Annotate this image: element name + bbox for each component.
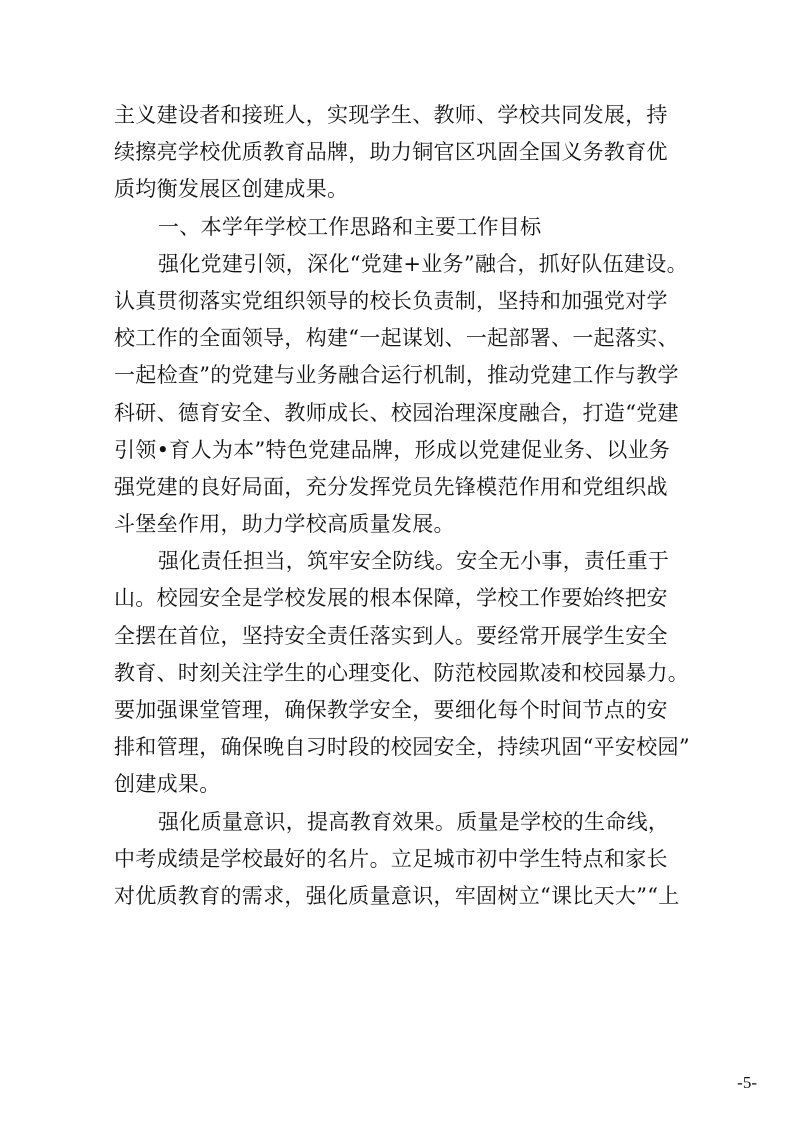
text-line: 排和管理，确保晚自习时段的校园安全，持续巩固“平安校园”: [114, 735, 690, 760]
page-number: -5-: [737, 1073, 757, 1092]
text-line: 一、本学年学校工作思路和主要工作目标: [158, 214, 542, 239]
text-line: 强化责任担当，筑牢安全防线。安全无小事，责任重于: [158, 549, 670, 574]
text-line: 山。校园安全是学校发展的根本保障，学校工作要始终把安: [114, 586, 668, 611]
text-line: 强化质量意识，提高教育效果。质量是学校的生命线，: [158, 809, 670, 834]
text-line: 引领•育人为本”特色党建品牌，形成以党建促业务、以业务: [114, 437, 671, 462]
text-line: 科研、德育安全、教师成长、校园治理深度融合，打造“党建: [114, 400, 679, 425]
text-line: 校工作的全面领导，构建“一起谋划、一起部署、一起落实、: [114, 326, 679, 351]
text-line: 质均衡发展区创建成果。: [114, 177, 349, 202]
text-line: 斗堡垒作用，助力学校高质量发展。: [114, 512, 455, 537]
text-line: 续擦亮学校优质教育品牌，助力铜官区巩固全国义务教育优: [114, 140, 668, 165]
body-text: [114, 97, 694, 915]
text-line: 认真贯彻落实党组织领导的校长负责制，坚持和加强党对学: [114, 288, 668, 313]
text-line: 强化党建引领，深化“党建+业务”融合，抓好队伍建设。: [158, 251, 688, 276]
text-line: 一起检查”的党建与业务融合运行机制，推动党建工作与教学: [114, 363, 679, 388]
text-line: 强党建的良好局面，充分发挥党员先锋模范作用和党组织战: [114, 474, 668, 499]
text-line: 要加强课堂管理，确保教学安全，要细化每个时间节点的安: [114, 698, 668, 722]
text-line: 全摆在首位，坚持安全责任落实到人。要经常开展学生安全: [114, 623, 668, 648]
text-line: 对优质教育的需求，强化质量意识，牢固树立“课比天大”“上: [114, 883, 680, 908]
text-line: 创建成果。: [114, 772, 221, 797]
text-line: 主义建设者和接班人，实现学生、教师、学校共同发展，持: [114, 103, 668, 127]
text-line: 中考成绩是学校最好的名片。立足城市初中学生特点和家长: [114, 846, 668, 871]
text-line: 教育、时刻关注学生的心理变化、防范校园欺凌和校园暴力。: [114, 660, 690, 685]
